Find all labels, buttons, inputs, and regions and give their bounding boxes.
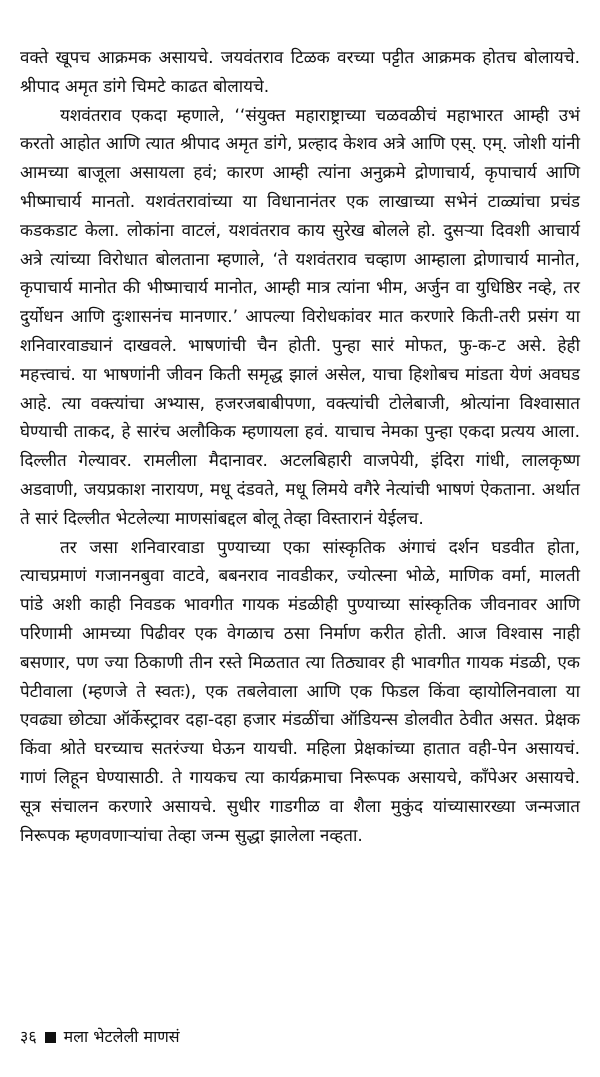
page-footer [20,1025,180,1049]
page-number: ३६ [20,1027,37,1046]
black-square-icon [45,1032,56,1043]
book-title: मला भेटलेली माणसं [63,1027,180,1046]
paragraph-2: यशवंतराव एकदा म्हणाले, ‘‘संयुक्त महाराष्ट्राच्या चळवळीचं महाभारत आम्ही उभं करतो आहोत आणि त्यात श्रीपाद अमृत डांगे, प्रल्हाद केशव अत्रे आणि एस्. एम्. जोशी यांनी आमच्या बाजूला असायला हवं; कारण आम्ही त्यांना अनुक्रमे द्रोणाचार्य, कृपाचार्य आणि भीष्माचार्य मानतो. यशवंतरावांच्या या विधानानंतर एक लाखाच्या सभेनं टाळ्यांचा प्रचंड कडकडाट केला. लोकांना वाटलं, यशवंतराव काय सुरेख बोलले हो. दुसऱ्या दिवशी आचार्य अत्रे त्यांच्या विरोधात बोलताना म्हणाले, ‘ते यशवंतराव चव्हाण आम्हाला द्रोणाचार्य मानोत, कृपाचार्य मानोत की भीष्माचार्य मानोत, आम्ही मात्र त्यांना भीम, अर्जुन वा युधिष्ठिर नव्हे, तर दुर्योधन आणि दुःशासनंच मानणार.’ आपल्या विरोधकांवर मात करणारे किती-तरी प्रसंग या शनिवारवाड्यानं दाखवले. भाषणांची चैन होती. पुन्हा सारं मोफत, फु-क-ट असे. हेही महत्त्वाचं. या भाषणांनी जीवन किती समृद्ध झालं असेल, याचा हिशोबच मांडता येणं अवघड आहे. त्या वक्त्यांचा अभ्यास, हजरजबाबीपणा, वक्त्यांची टोलेबाजी, श्रोत्यांना विश्वासात घेण्याची ताकद, हे सारंच अलौकिक म्हणायला हवं. याचाच नेमका पुन्हा एकदा प्रत्यय आला. दिल्लीत गेल्यावर. रामलीला मैदानावर. अटलबिहारी वाजपेयी, इंदिरा गांधी, लालकृष्ण अडवाणी, जयप्रकाश नारायण, मधू दंडवते, मधू लिमये वगैरे नेत्यांची भाषणं ऐकताना. अर्थात ते सारं दिल्लीत भेटलेल्या माणसांबद्दल बोलू तेव्हा विस्तारानं येईलच. [20,105,580,529]
paragraph-3: तर जसा शनिवारवाडा पुण्याच्या एका सांस्कृतिक अंगाचं दर्शन घडवीत होता, त्याचप्रमाणं गजाननबुवा वाटवे, बबनराव नावडीकर, ज्योत्स्ना भोळे, माणिक वर्मा, मालती पांडे अशी काही निवडक भावगीत गायक मंडळीही पुण्याच्या सांस्कृतिक जीवनावर आणि परिणामी आमच्या पिढीवर एक वेगळाच ठसा निर्माण करीत होती. आज विश्वास नाही बसणार, पण ज्या ठिकाणी तीन रस्ते मिळतात त्या तिठ्यावर ही भावगीत गायक मंडळी, एक पेटीवाला (म्हणजे ते स्वतः), एक तबलेवाला आणि एक फिडल किंवा व्हायोलिनवाला या एवढ्या छोट्या ऑर्केस्ट्रावर दहा-दहा हजार मंडळींचा ऑडियन्स डोलवीत ठेवीत असत. प्रेक्षक किंवा श्रोते घरच्याच सतरंज्या घेऊन यायची. महिला प्रेक्षकांच्या हातात वही-पेन असायचं. गाणं लिहून घेण्यासाठी. ते गायकच त्या कार्यक्रमाचा निरूपक असायचे, कॉंपेअर असायचे. सूत्र संचालन करणारे असायचे. सुधीर गाडगीळ वा शैला मुकुंद यांच्यासारख्या जन्मजात निरूपक म्हणवणाऱ्यांचा तेव्हा जन्म सुद्धा झालेला नव्हता. [20,537,580,846]
paragraph-1: वक्ते खूपच आक्रमक असायचे. जयवंतराव टिळक वरच्या पट्टीत आक्रमक होतच बोलायचे. श्रीपाद अमृत डांगे चिमटे काढत बोलायचे. [20,48,580,97]
